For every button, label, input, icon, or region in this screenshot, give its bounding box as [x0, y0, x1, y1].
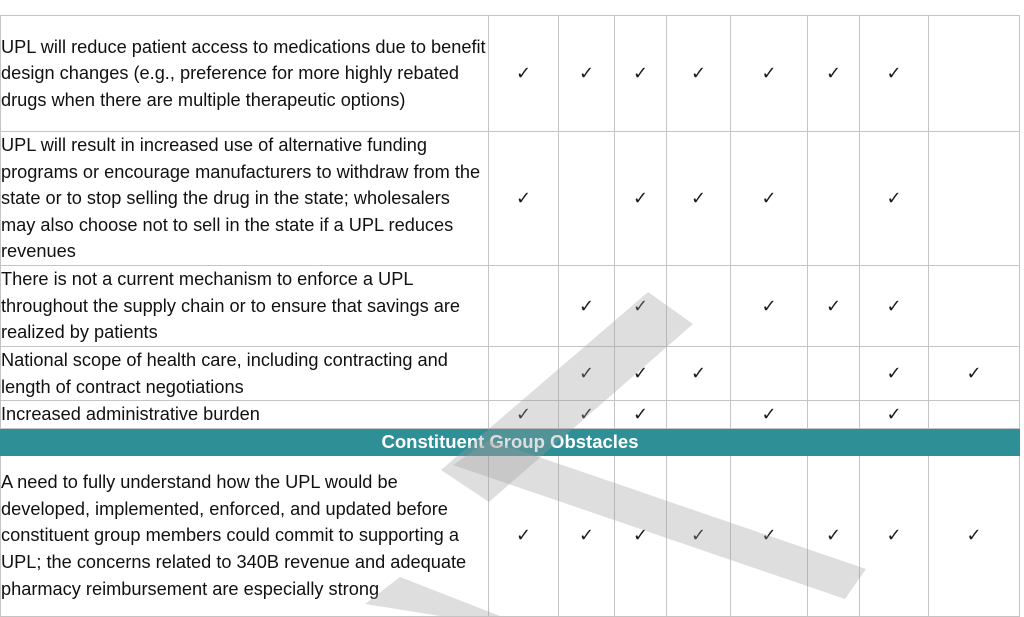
check-cell [615, 455, 667, 616]
checkmark-icon: ✓ [515, 63, 532, 84]
check-cell [667, 16, 731, 132]
checkmark-icon: ✓ [886, 188, 902, 209]
checkmark-icon: ✓ [690, 188, 707, 209]
checkmark-icon: ✓ [632, 363, 649, 385]
checkmark-icon: ✓ [966, 525, 982, 547]
check-cell [929, 401, 1020, 429]
check-cell [860, 401, 929, 429]
check-cell [559, 401, 615, 429]
checkmark-icon: ✓ [515, 403, 532, 425]
checkmark-icon: ✓ [886, 525, 902, 547]
check-cell [731, 347, 808, 401]
section-header-row [1, 428, 1020, 455]
table-row [1, 266, 1020, 347]
check-cell [559, 16, 615, 132]
check-cell [559, 132, 615, 266]
checkmark-icon: ✓ [632, 403, 649, 425]
checkmark-icon: ✓ [690, 63, 707, 84]
check-cell [615, 16, 667, 132]
obstacle-description: National scope of health care, including contracting and length of contract negotiations [1, 347, 489, 401]
obstacle-description: A need to fully understand how the UPL would be developed, implemented, enforced, and updated before constituent group members could commit to supporting a UPL; the concerns related to 340B revenue and adequate pharmacy reimbursement are especially strong [1, 455, 489, 616]
check-cell [559, 455, 615, 616]
checkmark-icon: ✓ [886, 63, 902, 84]
table-row [1, 347, 1020, 401]
check-cell [731, 16, 808, 132]
check-cell [860, 16, 929, 132]
checkmark-icon: ✓ [761, 525, 777, 547]
check-cell [808, 16, 860, 132]
check-cell [667, 347, 731, 401]
check-cell [929, 347, 1020, 401]
checkmark-icon: ✓ [761, 188, 777, 209]
obstacles-matrix-table [0, 15, 1020, 617]
section-title: Constituent Group Obstacles [1, 428, 1020, 455]
check-cell [667, 132, 731, 266]
obstacle-description: Increased administrative burden [1, 401, 489, 429]
checkmark-icon: ✓ [632, 63, 649, 84]
checkmark-icon: ✓ [515, 188, 532, 209]
check-cell [731, 132, 808, 266]
check-cell [860, 455, 929, 616]
checkmark-icon: ✓ [578, 525, 595, 547]
check-cell [860, 266, 929, 347]
check-cell [731, 401, 808, 429]
checkmark-icon: ✓ [761, 295, 777, 317]
checkmark-icon: ✓ [690, 525, 707, 547]
check-cell [808, 455, 860, 616]
check-cell [808, 132, 860, 266]
check-cell [731, 266, 808, 347]
checkmark-icon: ✓ [825, 63, 842, 84]
obstacle-description: UPL will result in increased use of alternative funding programs or encourage manufacturers to withdraw from the state or to stop selling the drug in the state; wholesalers may also choose not to sell in the state if a UPL reduces revenues [1, 132, 489, 266]
check-cell [929, 16, 1020, 132]
obstacle-description: There is not a current mechanism to enforce a UPL throughout the supply chain or to ensure that savings are realized by patients [1, 266, 489, 347]
check-cell [489, 16, 559, 132]
check-cell [615, 347, 667, 401]
check-cell [808, 401, 860, 429]
checkmark-icon: ✓ [578, 63, 595, 84]
check-cell [615, 266, 667, 347]
checkmark-icon: ✓ [825, 525, 842, 547]
check-cell [615, 401, 667, 429]
checkmark-icon: ✓ [886, 295, 902, 317]
obstacle-description: UPL will reduce patient access to medications due to benefit design changes (e.g., preference for more highly rebated drugs when there are multiple therapeutic options) [1, 16, 489, 132]
check-cell [667, 455, 731, 616]
check-cell [615, 132, 667, 266]
check-cell [808, 347, 860, 401]
checkmark-icon: ✓ [761, 403, 777, 425]
checkmark-icon: ✓ [690, 363, 707, 385]
table-row [1, 132, 1020, 266]
checkmark-icon: ✓ [578, 295, 595, 317]
checkmark-icon: ✓ [966, 363, 982, 385]
check-cell [929, 132, 1020, 266]
checkmark-icon: ✓ [825, 295, 842, 317]
check-cell [489, 347, 559, 401]
checkmark-icon: ✓ [632, 295, 649, 317]
check-cell [489, 401, 559, 429]
check-cell [929, 266, 1020, 347]
checkmark-icon: ✓ [886, 363, 902, 385]
check-cell [808, 266, 860, 347]
checkmark-icon: ✓ [578, 403, 595, 425]
check-cell [667, 266, 731, 347]
checkmark-icon: ✓ [632, 525, 649, 547]
check-cell [559, 347, 615, 401]
check-cell [667, 401, 731, 429]
check-cell [731, 455, 808, 616]
table-row [1, 401, 1020, 429]
checkmark-icon: ✓ [761, 63, 777, 84]
check-cell [559, 266, 615, 347]
check-cell [489, 132, 559, 266]
check-cell [860, 132, 929, 266]
check-cell [489, 455, 559, 616]
check-cell [860, 347, 929, 401]
checkmark-icon: ✓ [578, 363, 595, 385]
table-row [1, 16, 1020, 132]
checkmark-icon: ✓ [886, 403, 902, 425]
checkmark-icon: ✓ [515, 525, 532, 547]
table-row [1, 455, 1020, 616]
checkmark-icon: ✓ [632, 188, 649, 209]
check-cell [929, 455, 1020, 616]
check-cell [489, 266, 559, 347]
